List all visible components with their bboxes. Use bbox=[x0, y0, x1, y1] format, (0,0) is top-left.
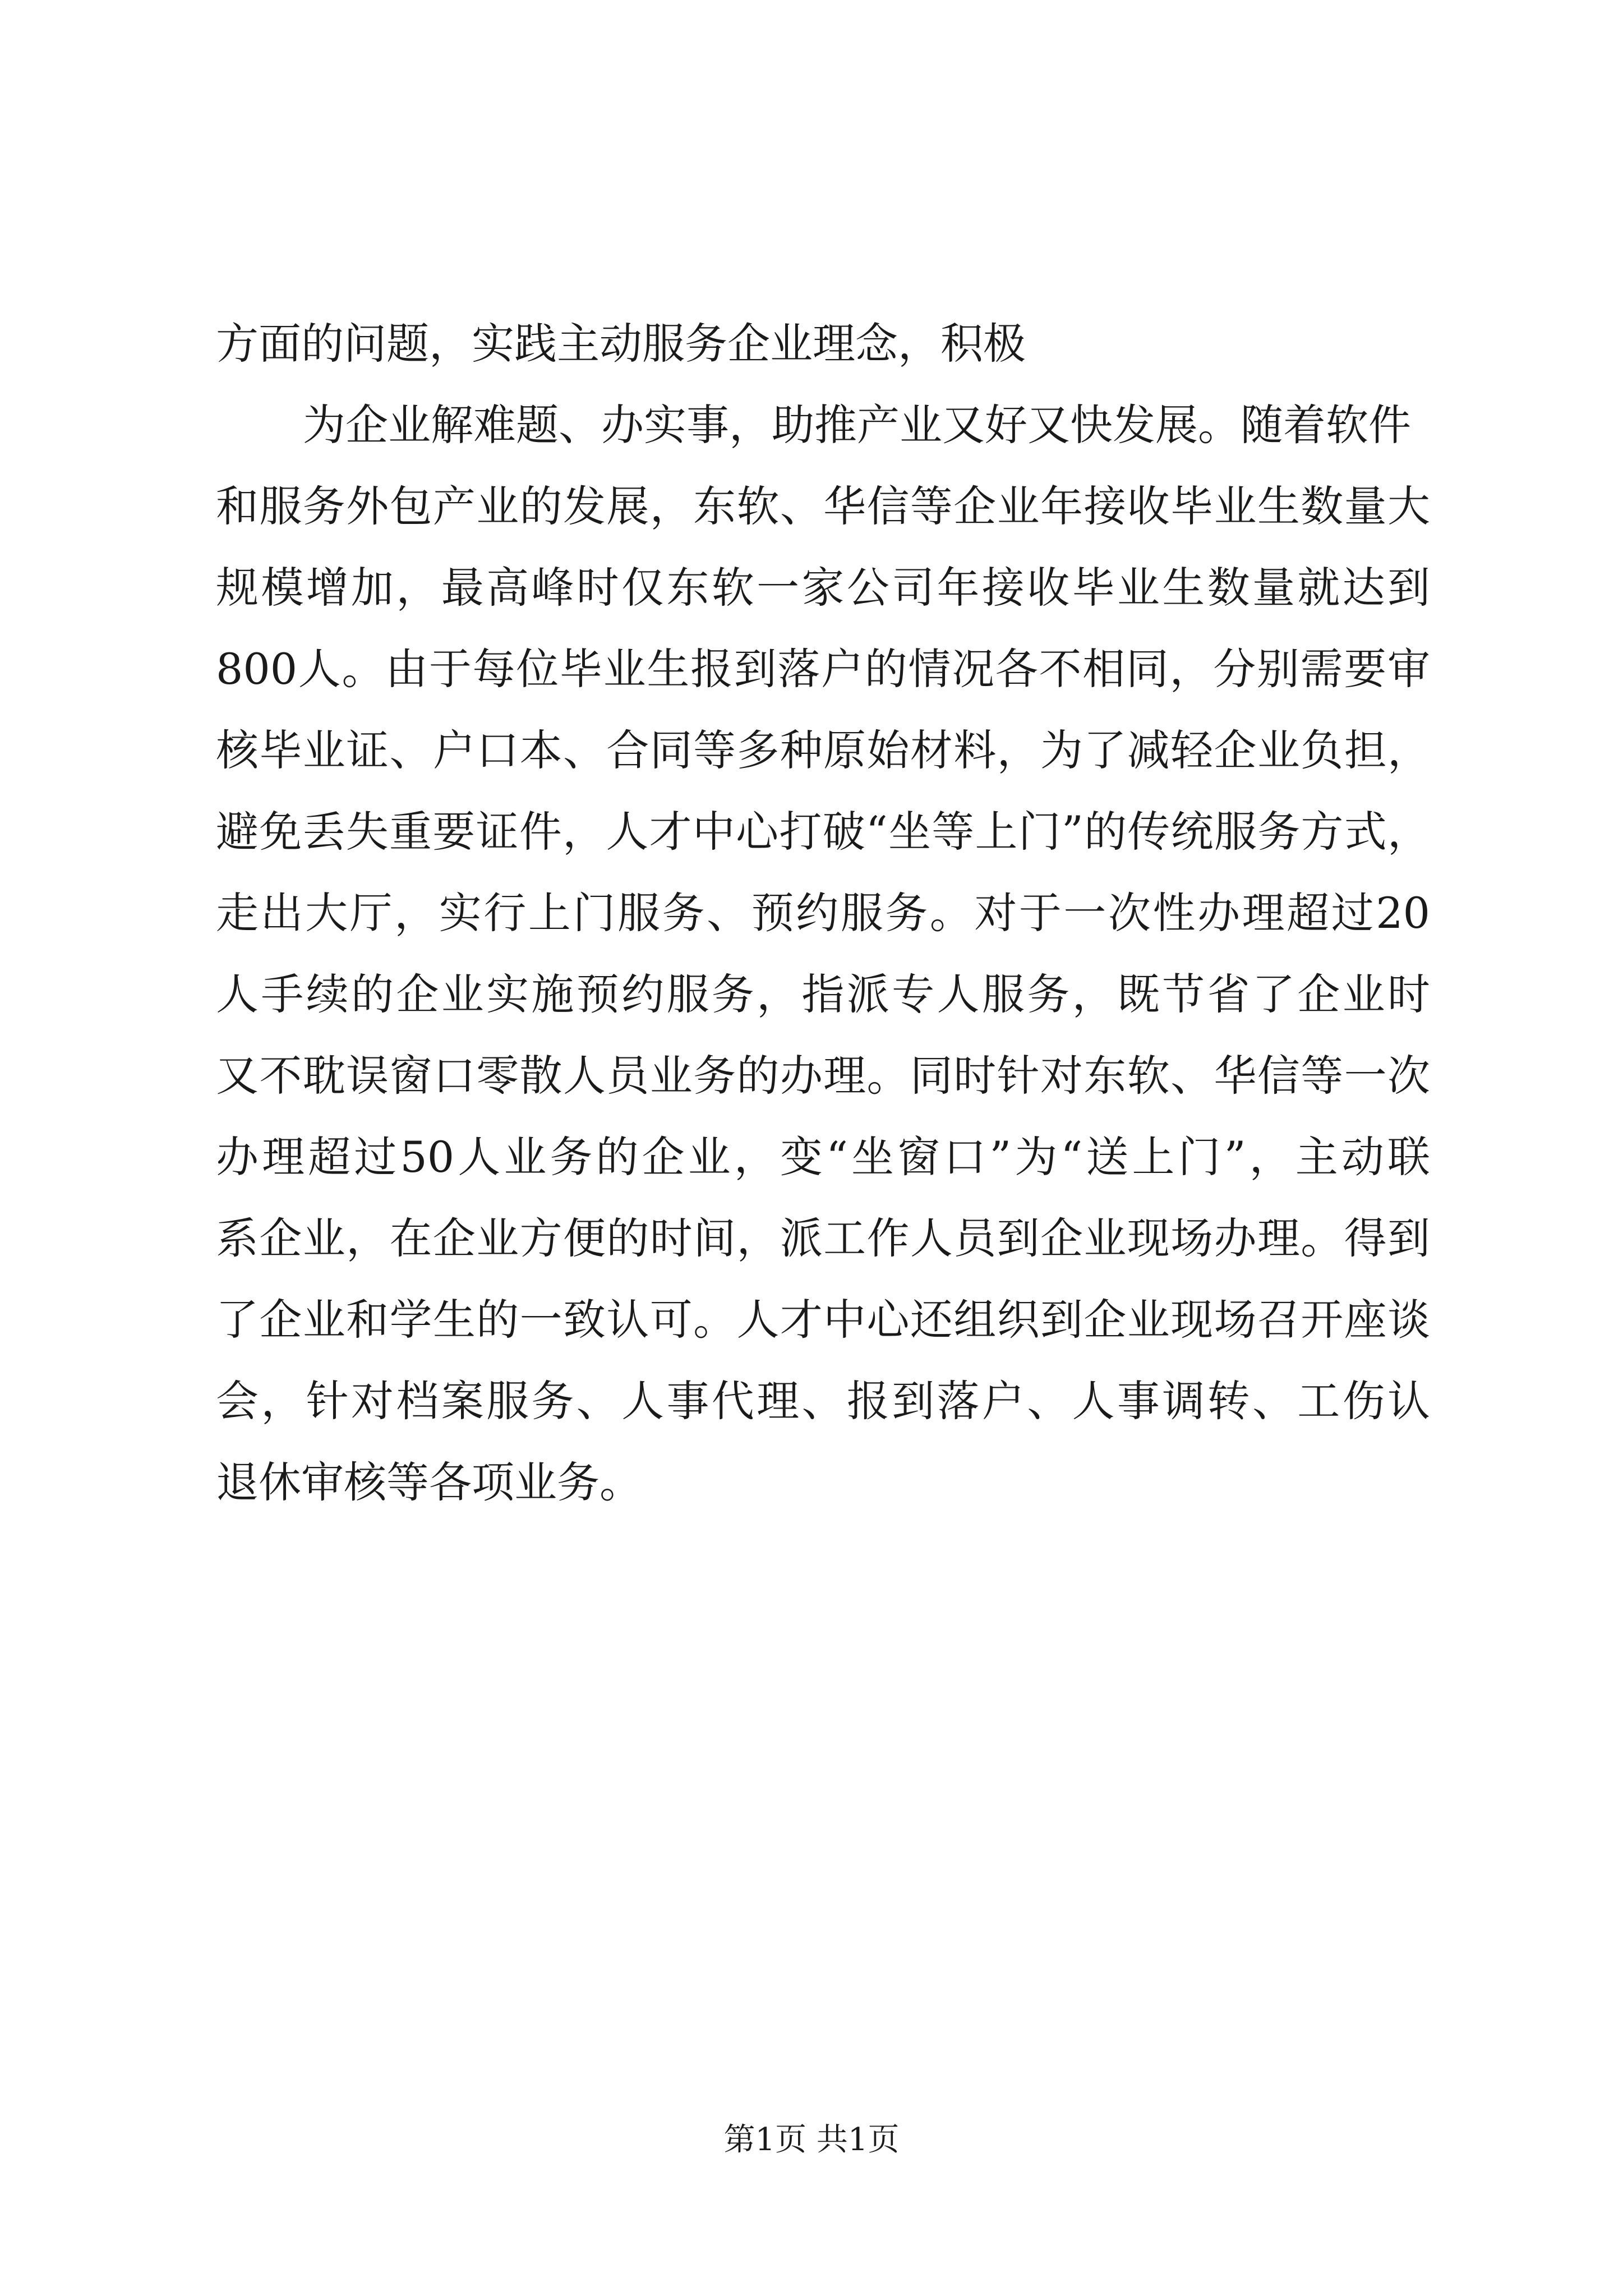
text-line: 了企业和学生的一致认可。人才中心还组织到企业现场召开座谈 bbox=[216, 1295, 1430, 1345]
text-line: 退休审核等各项业务。 bbox=[216, 1457, 642, 1507]
text-line: 避免丢失重要证件，人才中心打破“坐等上门”的传统服务方式， bbox=[216, 807, 1430, 857]
text-line: 人手续的企业实施预约服务，指派专人服务，既节省了企业时 bbox=[216, 969, 1430, 1019]
text-line: 方面的问题，实践主动服务企业理念，积极 bbox=[216, 319, 1026, 369]
text-line: 系企业，在企业方便的时间，派工作人员到企业现场办理。得到 bbox=[216, 1213, 1430, 1263]
text-line: 走出大厅，实行上门服务、预约服务。对于一次性办理超过20 bbox=[216, 888, 1430, 938]
text-line: 核毕业证、户口本、合同等多种原始材料，为了减轻企业负担， bbox=[216, 725, 1430, 775]
page-footer: 第1页 共1页 bbox=[723, 2122, 900, 2158]
text-line: 规模增加，最高峰时仅东软一家公司年接收毕业生数量就达到 bbox=[216, 563, 1430, 613]
text-line: 和服务外包产业的发展，东软、华信等企业年接收毕业生数量大 bbox=[216, 481, 1430, 531]
text-line: 为企业解难题、办实事，助推产业又好又快发展。随着软件 bbox=[303, 400, 1411, 450]
text-line: 又不耽误窗口零散人员业务的办理。同时针对东软、华信等一次 bbox=[216, 1051, 1430, 1101]
body-text bbox=[216, 303, 1430, 1523]
text-line: 会，针对档案服务、人事代理、报到落户、人事调转、工伤认 bbox=[216, 1376, 1430, 1426]
text-line: 办理超过50人业务的企业，变“坐窗口”为“送上门”，主动联 bbox=[216, 1132, 1430, 1182]
text-line: 800人。由于每位毕业生报到落户的情况各不相同，分别需要审 bbox=[216, 644, 1430, 694]
